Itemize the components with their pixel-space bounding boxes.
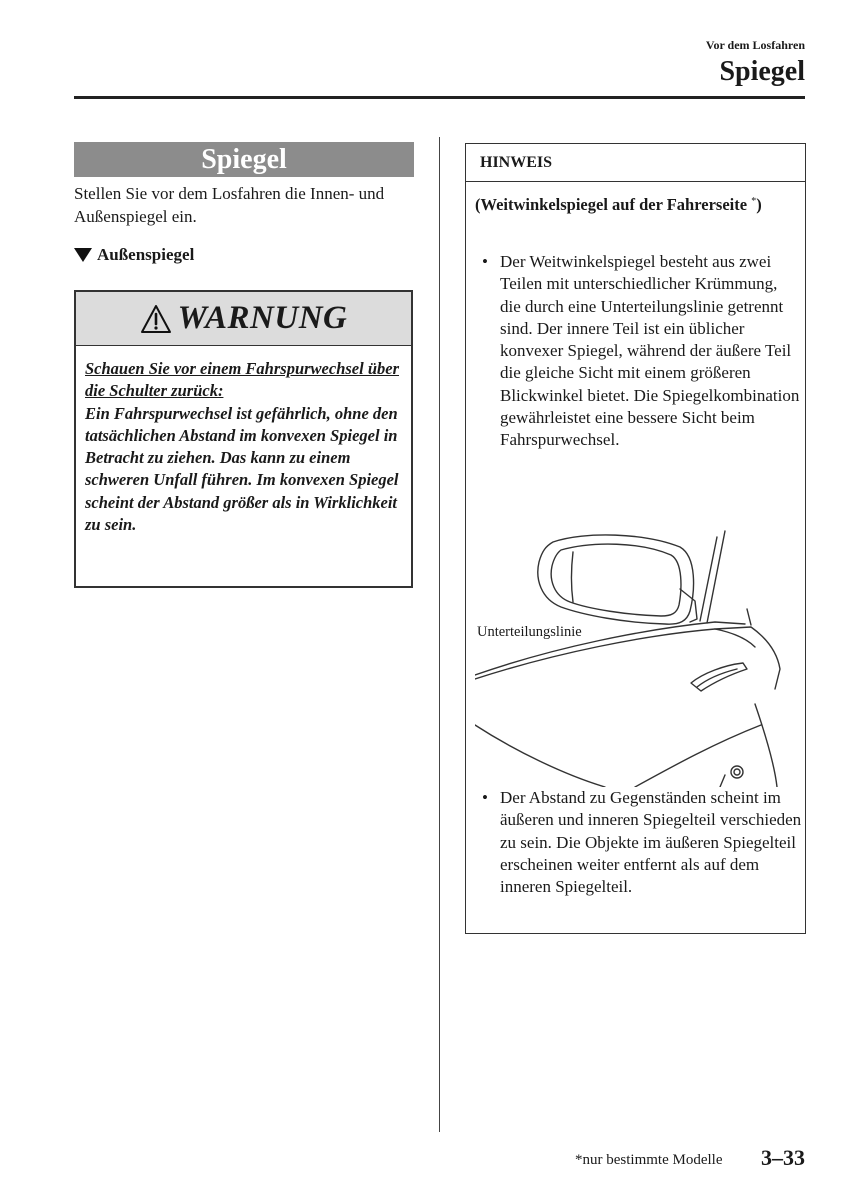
subheading-text: Außenspiegel	[97, 245, 195, 264]
header-title: Spiegel	[719, 56, 805, 87]
note-bullet-1	[482, 251, 802, 452]
section-banner: Spiegel	[74, 142, 414, 177]
header-rule	[74, 96, 805, 99]
warning-triangle-icon	[140, 304, 172, 334]
note-header: HINWEIS	[466, 144, 805, 182]
note-box	[465, 143, 806, 934]
note-bullet-2	[482, 787, 802, 898]
bullet-dot: •	[482, 788, 488, 807]
warning-header	[76, 292, 411, 346]
note-subheading: (Weitwinkelspiegel auf der Fahrerseite *)	[475, 195, 762, 214]
intro-text: Stellen Sie vor dem Losfahren die Innen- und Außenspiegel ein.	[74, 184, 385, 226]
warning-lead: Schauen Sie vor einem Fahrspurwechsel über die Schulter zurück:	[85, 359, 399, 401]
header-section: Vor dem Losfahren	[705, 38, 805, 52]
bullet-text: Der Weitwinkelspiegel besteht aus zwei Teilen mit unterschiedlicher Krümmung, die durch eine Unterteilungslinie getrennt sind. Der innere Teil ist ein üblicher konvexer Spiegel, während der äußere Teil die gleiche Sicht mit einem größeren Blickwinkel bietet. Die Spiegelkombination gewährleistet eine bessere Sicht beim Fahrspurwechsel.	[500, 252, 800, 450]
page-number: 3–33	[761, 1145, 805, 1170]
mirror-illustration	[475, 529, 797, 787]
column-divider	[439, 137, 440, 1132]
bullet-dot: •	[482, 252, 488, 271]
callout-label: Unterteilungslinie	[477, 624, 582, 640]
subheading	[74, 243, 194, 266]
warning-body	[76, 346, 411, 536]
warning-title: WARNUNG	[177, 300, 348, 336]
triangle-down-icon	[74, 248, 92, 262]
bullet-text: Der Abstand zu Gegenständen scheint im äußeren und inneren Spiegelteil verschieden zu sein. Die Objekte im äußeren Spiegelteil erscheinen weiter entfernt als auf dem inneren Spiegelteil.	[500, 788, 802, 897]
footer-note: *nur bestimmte Modelle	[575, 1152, 723, 1168]
warning-text: Ein Fahrspurwechsel ist gefährlich, ohne den tatsächlichen Abstand im konvexen Spiegel in Betracht zu ziehen. Das kann zu einem schweren Unfall führen. Im konvexen Spiegel scheint der Abstand größer als in Wirklichkeit zu sein.	[85, 403, 399, 535]
warning-box	[74, 290, 413, 588]
footnote-mark: *	[751, 196, 757, 207]
